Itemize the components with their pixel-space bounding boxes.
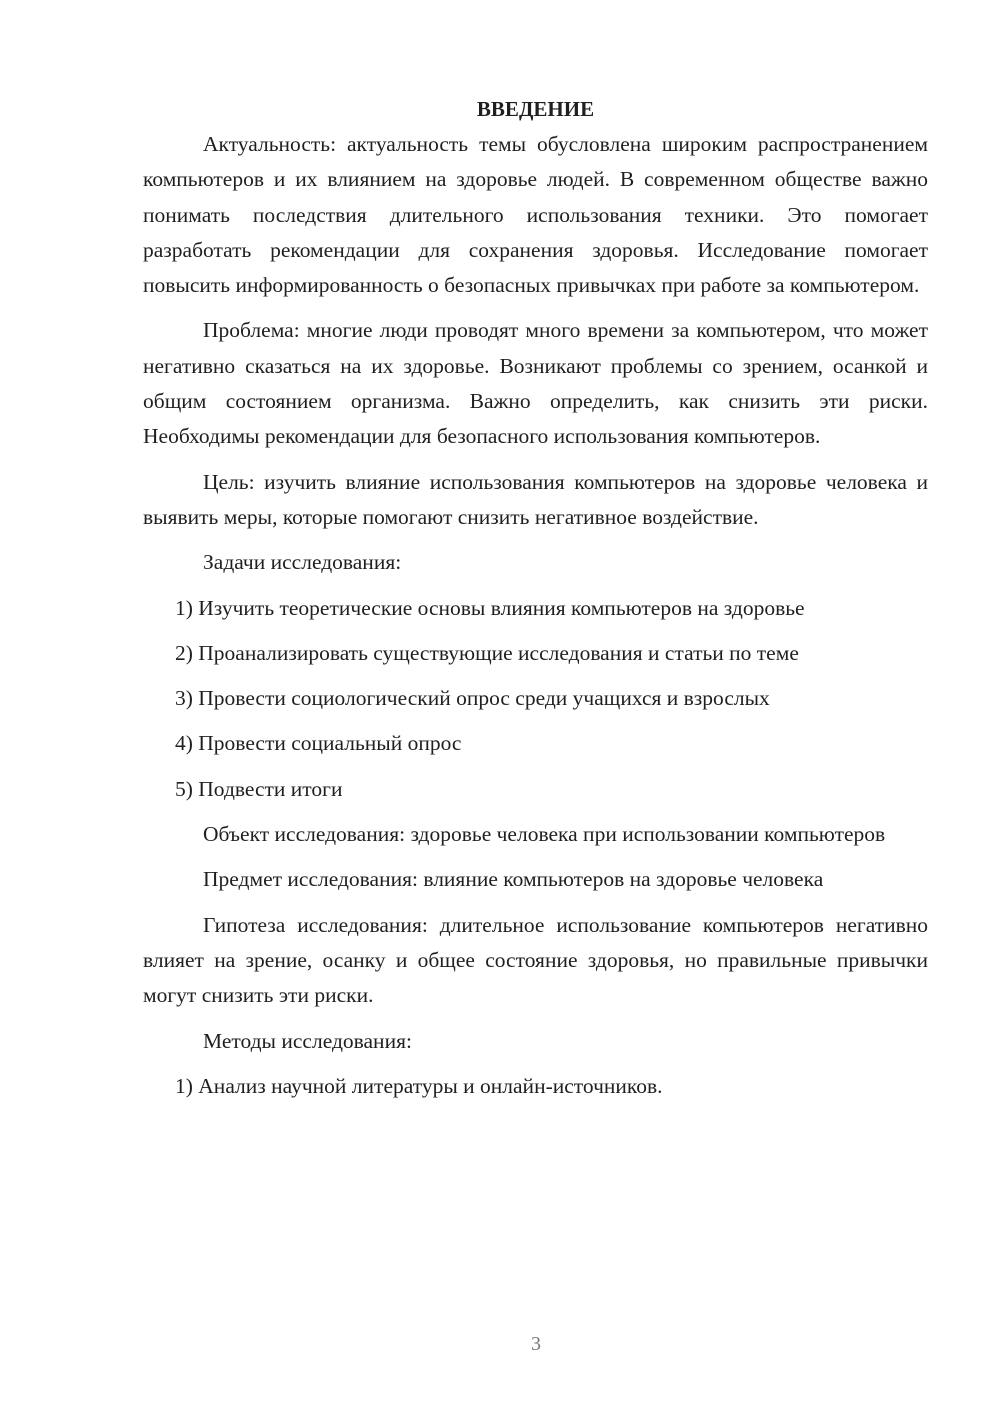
page-title: ВВЕДЕНИЕ: [476, 97, 595, 121]
tasks-heading: Задачи исследования:: [203, 550, 402, 575]
problem-paragraph: Проблема: многие люди проводят много времени за компьютером, что может негативно сказаться на их здоровье. Возникают проблемы со зрением, осанкой и общим состоянием организма. Важно определить, как снизить эти риски. Необходимы рекомендации для безопасного использования компьютеров.: [143, 318, 928, 449]
page-number: 3: [531, 1333, 541, 1355]
task-item-5: 5) Подвести итоги: [175, 776, 343, 801]
goal-paragraph: Цель: изучить влияние использования компьютеров на здоровье человека и выявить меры, которые помогают снизить негативное воздействие.: [143, 469, 928, 529]
task-item-2: 2) Проанализировать существующие исследования и статьи по теме: [175, 640, 799, 665]
page-content: [143, 92, 928, 1114]
subject-paragraph: Предмет исследования: влияние компьютеров на здоровье человека: [203, 867, 824, 892]
methods-heading: Методы исследования:: [203, 1028, 412, 1053]
object-paragraph: Объект исследования: здоровье человека при использовании компьютеров: [203, 822, 886, 847]
task-item-1: 1) Изучить теоретические основы влияния компьютеров на здоровье: [175, 595, 805, 620]
task-item-4: 4) Провести социальный опрос: [175, 731, 462, 756]
task-item-3: 3) Провести социологический опрос среди учащихся и взрослых: [175, 686, 770, 711]
relevance-paragraph: Актуальность: актуальность темы обусловлена широким распространением компьютеров и их влиянием на здоровье людей. В современном обществе важно понимать последствия длительного использования техники. Это помогает разработать рекомендации для сохранения здоровья. Исследование помогает повысить информированность о безопасных привычках при работе за компьютером.: [143, 132, 928, 298]
method-item-1: 1) Анализ научной литературы и онлайн-источников.: [175, 1073, 663, 1098]
hypothesis-paragraph: Гипотеза исследования: длительное использование компьютеров негативно влияет на зрение, осанку и общее состояние здоровья, но правильные привычки могут снизить эти риски.: [143, 912, 928, 1008]
